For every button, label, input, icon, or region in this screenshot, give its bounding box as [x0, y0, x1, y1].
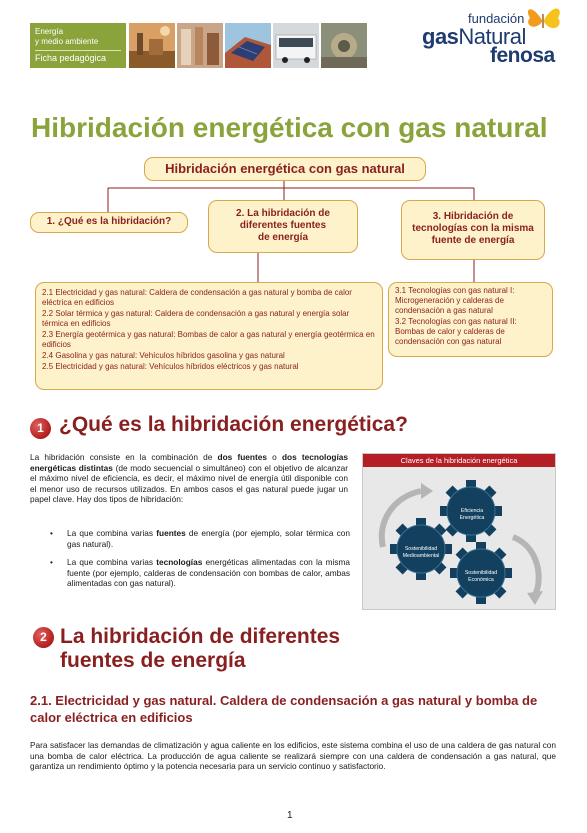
logo-fenosa-text: fenosa [490, 44, 555, 67]
hybridization-types-list [50, 528, 350, 597]
concept-map-list-2 [35, 282, 383, 390]
section-2-title-line2: fuentes de energía [60, 649, 246, 672]
list-item [50, 557, 350, 589]
list-item: 2.5 Electricidad y gas natural: Vehículos híbridos eléctricos y gas natural [42, 362, 299, 371]
page-title: Hibridación energética con gas natural [31, 112, 548, 143]
list-item: 2.3 Energía geotérmica y gas natural: Bombas de calor a gas natural y energía geotérmica en edificios [42, 330, 375, 349]
section-1-paragraph [30, 452, 348, 505]
logo-gas-text: gas [422, 24, 459, 49]
list-item: 2.1 Electricidad y gas natural: Caldera de condensación a gas natural y bomba de calor eléctrica en edificios [42, 288, 352, 307]
list-item: 3.2 Tecnologías con gas natural II: Bombas de calor y calderas de condensación con gas natural [395, 317, 517, 346]
header-label-line1: Energía [35, 27, 64, 36]
section-2-title [60, 625, 340, 673]
bullet-text: de energía (por ejemplo, solar térmica con gas natural). [67, 528, 350, 549]
node-3-line2: tecnologías con la misma [412, 223, 534, 234]
bullet-bold: fuentes [156, 528, 186, 538]
bullet-text: energéticas alimentadas con la misma fuente (por ejemplo, calderas de condensación con bombas de calor, ambas alimentadas con gas natural). [67, 557, 350, 589]
concept-map-node-3 [401, 200, 545, 260]
section-2-number-badge: 2 [33, 627, 54, 648]
para-bold: dos fuentes [217, 452, 267, 462]
concept-map-list-3 [388, 282, 553, 357]
header-label-line3: Ficha pedagógica [35, 53, 107, 63]
concept-map-node-2 [208, 200, 358, 253]
subsection-2-1-title: 2.1. Electricidad y gas natural. Caldera de condensación a gas natural y bomba de calor eléctrica en edificios [30, 693, 538, 725]
concept-map-root: Hibridación energética con gas natural [144, 157, 426, 181]
header-label-line2: y medio ambiente [35, 37, 99, 46]
para-text: o [266, 452, 282, 462]
bullet-bold: tecnologías [156, 557, 203, 568]
section-1-number-badge: 1 [30, 418, 51, 439]
keys-panel-title: Claves de la hibridación energética [363, 454, 555, 467]
list-item: 2.2 Solar térmica y gas natural: Caldera de condensación a gas natural y energía solar térmica en edificios [42, 309, 350, 328]
logo-fundacion-text: fundación [468, 11, 525, 26]
gear-label-efficiency: Eficiencia Energética [459, 508, 485, 521]
para-bold: dos tecnologías energéticas distintas [30, 452, 348, 473]
page-number: 1 [287, 810, 293, 821]
para-text: (de modo secuencial o simultáneo) con el objetivo de alcanzar el máximo nivel de eficiencia, es decir, el máximo nivel de energía útil disponible con el menor uso de recursos utilizados. En ambos casos el gas natural puede jugar un papel clave. Hay dos tipos de hibridación: [30, 462, 348, 505]
node-2-line2: diferentes fuentes [239, 220, 327, 231]
concept-map-node-1: 1. ¿Qué es la hibridación? [30, 212, 188, 233]
list-item: 2.4 Gasolina y gas natural: Vehículos híbridos gasolina y gas natural [42, 351, 285, 360]
list-item [50, 528, 350, 549]
gears-illustration [363, 467, 557, 611]
bullet-text: La que combina varias [67, 528, 157, 538]
section-2-title-line1: La hibridación de diferentes [60, 625, 341, 648]
para-text: La hibridación consiste en la combinación de [30, 452, 218, 462]
section-1-title: ¿Qué es la hibridación energética? [59, 413, 408, 436]
node-3-line3: fuente de energía [431, 235, 515, 246]
node-3-line1: 3. Hibridación de [432, 211, 514, 222]
node-2-line1: 2. La hibridación de [236, 208, 330, 219]
gear-label-economic: Sostenibilidad Económica [464, 570, 498, 583]
bullet-text: La que combina varias [67, 557, 157, 568]
keys-panel [362, 453, 556, 610]
list-item: 3.1 Tecnologías con gas natural I: Microgeneración y calderas de condensación a gas natural [395, 286, 515, 315]
logo-natural-text: Natural [458, 24, 526, 49]
gear-label-environmental: Sostenibilidad Medioambiental [402, 546, 440, 559]
subsection-2-1-paragraph: Para satisfacer las demandas de climatización y agua caliente en los edificios, este sistema combina el uso de una caldera de gas natural con una bomba de calor eléctrica. La producción de agua caliente se realizará siempre con una caldera de condensación a gas natural, que garantiza un rendimiento óptimo y la potencia necesaria para un servicio continuo y satisfactorio. [30, 740, 556, 772]
node-2-line3: de energía [257, 232, 309, 243]
